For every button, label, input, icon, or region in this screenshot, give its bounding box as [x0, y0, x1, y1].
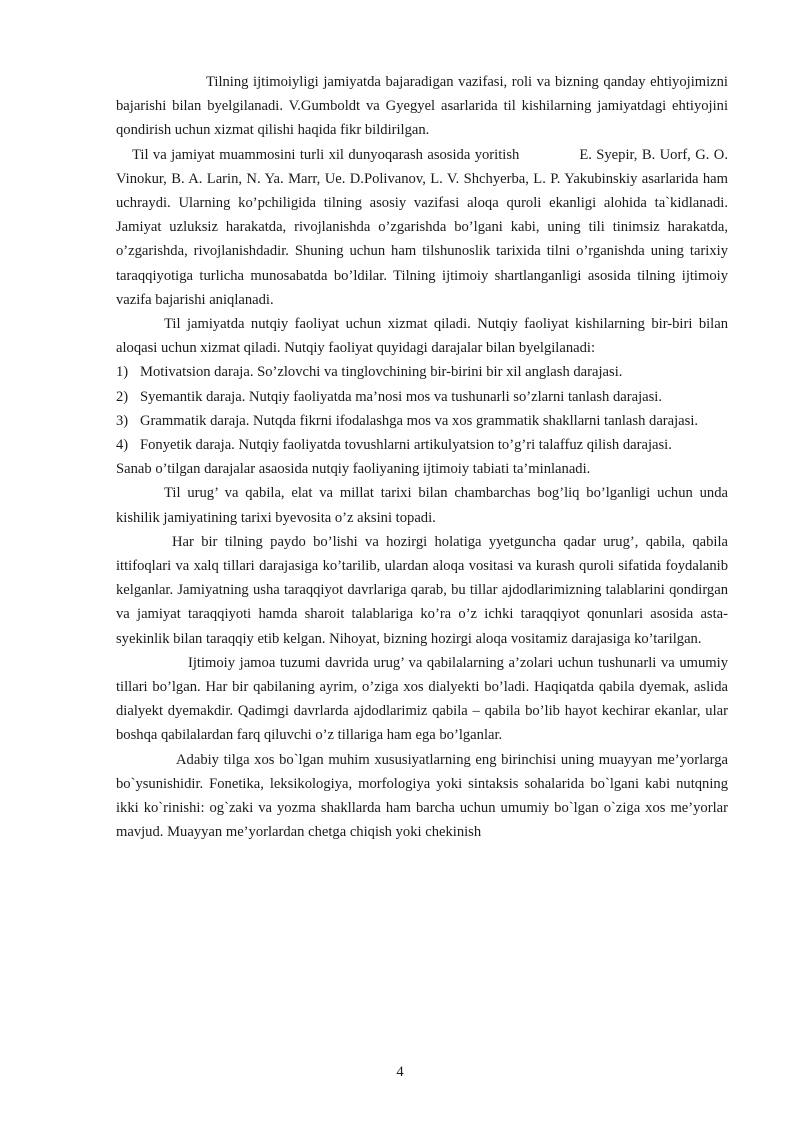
- list-item-number: 1): [116, 364, 129, 381]
- paragraph-4: Sanab o’tilgan darajalar asaosida nutqiy faoliyaning ijtimoiy tabiati ta’minlanadi.: [116, 461, 591, 478]
- paragraph-2-part-b: E. Syepir, B. Uorf, G. O. Vinokur, B. A. Larin, N. Ya. Marr, Ue. D.Polivanov, L. V. Shchyerba, L. P. Yakubinskiy asarlarida ham uchraydi. Ularning ko’pchiligida tilning asosiy vazifasi aloqa quroli ekanligi alohida ta`kidlanadi. Jamiyat uzluksiz harakatda, rivojlanishda o’zgarishda bo’lgani kabi, uning tili tinimsiz harakatda, o’zgarishda, rivojlanishdadir. Shuning uchun ham tilshunoslik tarixida tilni o’rganishda uning tarixiy taraqqiyotiga turlicha munosabatda bo’ldilar. Tilning ijtimoiy shartlanganligi asosida tilning ijtimoiy vazifa bajarishi aniqlanadi.: [116, 146, 728, 308]
- list-item-text: Fonyetik daraja. Nutqiy faoliyatda tovushlarni artikulyatsion to’g’ri talaffuz qilish darajasi.: [140, 437, 672, 454]
- page-number: 4: [396, 1064, 404, 1080]
- list-item: [116, 360, 728, 384]
- levels-list: [116, 360, 728, 457]
- paragraph-2: [116, 143, 728, 312]
- paragraph-8: Adabiy tilga xos bo`lgan muhim xususiyatlarning eng birinchisi uning muayyan me’yorlarga bo`ysunishidir. Fonetika, leksikologiya, morfologiya yoki sintaksis sohalarida bo`lgani kabi nutqning ikki ko`rinishi: og`zaki va yozma shakllarda ham barcha uchun umumiy bo`lgan o`ziga xos me’yorlar mavjud. Muayyan me’yorlardan chetga chiqish yoki chekinish: [116, 751, 728, 841]
- list-item: [116, 385, 728, 409]
- list-item-text: Syemantik daraja. Nutqiy faoliyatda ma’nosi mos va tushunarli so’zlarni tanlash darajasi.: [140, 388, 662, 405]
- list-item-number: 2): [116, 388, 129, 405]
- list-item-number: 3): [116, 412, 129, 429]
- list-item-text: Grammatik daraja. Nutqda fikrni ifodalashga mos va xos grammatik shakllarni tanlash darajasi.: [140, 412, 699, 429]
- paragraph-7: Ijtimoiy jamoa tuzumi davrida urug’ va qabilalarning a’zolari uchun tushunarli va umumiy tillari bo’lgan. Har bir qabilaning ayrim, o’ziga xos dialyekti bo’ladi. Haqiqatda qabila dyemak, aslida dialyekt dyemakdir. Qadimgi davrlarda ajdodlarimiz qabila – qabila bo’lib hayot kechirar ekanlar, ular boshqa qabilalardan farq qiluvchi o’z tillariga ham ega bo’lganlar.: [116, 654, 728, 744]
- paragraph-3: Til jamiyatda nutqiy faoliyat uchun xizmat qiladi. Nutqiy faoliyat kishilarning bir-biri bilan aloqasi uchun xizmat qiladi. Nutqiy faoliyat quyidagi darajalar bilan byelgilanadi:: [116, 316, 728, 357]
- list-item: [116, 433, 728, 457]
- list-item-number: 4): [116, 437, 129, 454]
- list-item-text: Motivatsion daraja. So’zlovchi va tinglovchining bir-birini bir xil anglash darajasi.: [140, 364, 623, 381]
- paragraph-1: Tilning ijtimoiyligi jamiyatda bajaradigan vazifasi, roli va bizning qanday ehtiyojimizni bajarishi bilan byelgilanadi. V.Gumboldt va Gyegyel asarlarida til kishilarning jamiyatdagi ehtiyojini qondirish uchun xizmat qilishi haqida fikr bildirilgan.: [116, 74, 728, 139]
- list-item: [116, 409, 728, 433]
- paragraph-5: Til urug’ va qabila, elat va millat tarixi bilan chambarchas bog’liq bo’lganligi uchun unda kishilik jamiyatining tarixi byevosita o’z aksini topadi.: [116, 485, 728, 526]
- paragraph-6: Har bir tilning paydo bo’lishi va hozirgi holatiga yyetguncha qadar urug’, qabila, qabila ittifoqlari va xalq tillari darajasiga ko’tarilib, ulardan aloqa vositasi va kurash quroli sifatida foydalanib kelganlar. Jamiyatning usha taraqqiyot davrlariga qarab, bu tillar ajdodlarimizning talablarini qondirgan va jamiyat taraqqiyoti hamda sharoit talablariga ko’ra o’z ichki taraqqiyot qonunlari asosida asta-syekinlik bilan taraqqiy etib kelgan. Nihoyat, bizning hozirgi aloqa vositamiz darajasiga ko’tarilgan.: [116, 533, 728, 647]
- paragraph-2-part-a: Til va jamiyat muammosini turli xil dunyoqarash asosida yoritish: [132, 146, 520, 163]
